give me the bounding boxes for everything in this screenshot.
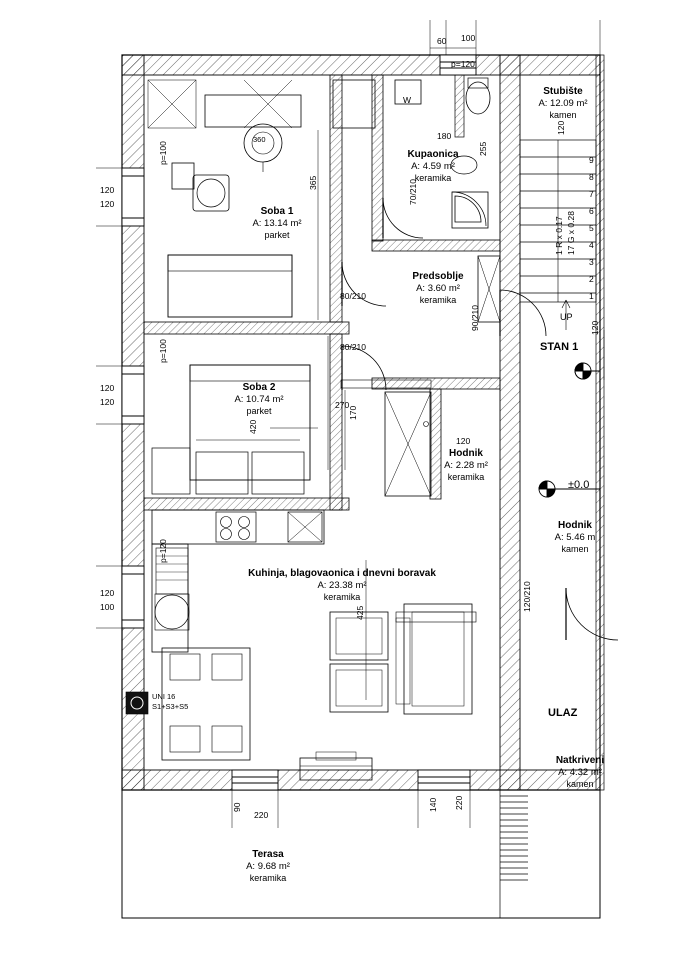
room-label-natkriveni	[540, 755, 620, 790]
dimension-stairs-7: 2	[589, 274, 594, 284]
dimension-left-1: 120	[100, 199, 115, 209]
dimension-left-7: 100	[100, 602, 115, 612]
dimension-interior-12: 220	[254, 810, 269, 820]
dimension-left-4: 120	[100, 397, 115, 407]
room-material: keramika	[447, 472, 485, 482]
room-name: Natkriveni	[555, 755, 605, 766]
dimension-top-2: p=120	[451, 59, 475, 69]
room-label-kupaonica	[392, 149, 474, 184]
dimension-left-5: p=100	[158, 339, 168, 363]
level-marker-label: ±0.0	[568, 479, 590, 491]
dimension-interior-1: 80/210	[340, 291, 366, 301]
uni-sub-label: S1+S3+S5	[152, 702, 189, 711]
room-name: Soba 2	[242, 382, 276, 393]
room-area: A: 5.46 m	[554, 532, 596, 543]
room-material: kamen	[566, 779, 594, 789]
dimension-interior-15: 120/210	[522, 581, 532, 612]
dimension-interior-8: 120	[456, 436, 471, 446]
room-name: Hodnik	[558, 520, 592, 531]
room-name: Kupaonica	[407, 149, 459, 160]
up-label: UP	[560, 312, 573, 322]
dimension-interior-11: 90	[232, 802, 242, 812]
room-area: A: 2.28 m²	[444, 460, 488, 471]
dimension-interior-3: 70/210	[408, 179, 418, 205]
room-label-terasa	[228, 849, 308, 884]
rotation-label: 360	[253, 135, 266, 144]
room-material: keramika	[323, 592, 361, 602]
room-area: A: 12.09 m²	[538, 98, 588, 109]
dimension-top-3: 180	[437, 131, 452, 141]
dimension-stairs-10: 17 G x 0.28	[566, 211, 576, 255]
room-area: A: 13.14 m²	[252, 218, 302, 229]
room-area: A: 4.32 m²	[558, 767, 602, 778]
room-material: parket	[246, 406, 272, 416]
dimension-interior-4: 90/210	[470, 305, 480, 331]
dimension-interior-5: 270	[335, 400, 350, 410]
dimension-left-2: p=100	[158, 141, 168, 165]
dimension-left-0: 120	[100, 185, 115, 195]
room-label-kuhinja	[222, 568, 462, 603]
dimension-stairs-9: 1 R x 0.17	[554, 216, 564, 255]
room-material: keramika	[414, 173, 452, 183]
room-material: keramika	[419, 295, 457, 305]
dimension-left-3: 120	[100, 383, 115, 393]
ulaz-label: ULAZ	[548, 707, 578, 719]
room-material: kamen	[549, 110, 577, 120]
dimension-stairs-3: 6	[589, 206, 594, 216]
dimension-stairs-2: 7	[589, 189, 594, 199]
room-area: A: 10.74 m²	[234, 394, 284, 405]
dimension-stairs-1: 8	[589, 172, 594, 182]
dimension-top-1: 100	[461, 33, 476, 43]
dimension-left-8: p=120	[158, 539, 168, 563]
dimension-interior-2: 80/210	[340, 342, 366, 352]
dimension-interior-10: 120	[590, 320, 600, 335]
dimension-interior-13: 140	[428, 797, 438, 812]
dimension-top-4: 120	[556, 120, 566, 135]
dimension-top-5: 255	[478, 141, 488, 156]
room-label-hodnik-stan	[432, 448, 500, 483]
dimension-interior-7: 420	[248, 419, 258, 434]
room-name: Hodnik	[449, 448, 483, 459]
room-area: A: 9.68 m²	[246, 861, 290, 872]
stan-label: STAN 1	[540, 341, 579, 353]
room-label-predsoblje	[396, 271, 480, 306]
room-material: parket	[264, 230, 290, 240]
room-label-soba1	[222, 206, 332, 241]
room-name: Kuhinja, blagovaonica i dnevni boravak	[248, 568, 436, 579]
room-label-hodnik-ulaz	[540, 520, 610, 555]
dimension-left-6: 120	[100, 588, 115, 598]
room-material: kamen	[561, 544, 589, 554]
room-name: Predsoblje	[412, 271, 464, 282]
dimension-stairs-6: 3	[589, 257, 594, 267]
room-area: A: 23.38 m²	[317, 580, 367, 591]
dimension-interior-0: 365	[308, 175, 318, 190]
room-name: Stubište	[543, 86, 583, 97]
room-material: keramika	[249, 873, 287, 883]
room-label-soba2	[204, 382, 314, 417]
dimension-interior-9: 425	[355, 605, 365, 620]
dimension-stairs-5: 4	[589, 240, 594, 250]
dimension-stairs-8: 1	[589, 291, 594, 301]
dimension-misc-0: W	[403, 95, 412, 105]
room-label-stubiste	[528, 86, 598, 121]
room-name: Soba 1	[260, 206, 294, 217]
dimension-interior-6: 170	[348, 405, 358, 420]
dimension-stairs-0: 9	[589, 155, 594, 165]
room-name: Terasa	[252, 849, 284, 860]
dimension-top-0: 60	[437, 36, 447, 46]
uni-label: UNI 16	[152, 692, 176, 701]
dimension-interior-14: 220	[454, 795, 464, 810]
dimension-stairs-4: 5	[589, 223, 594, 233]
room-area: A: 4.59 m²	[411, 161, 455, 172]
room-area: A: 3.60 m²	[416, 283, 460, 294]
